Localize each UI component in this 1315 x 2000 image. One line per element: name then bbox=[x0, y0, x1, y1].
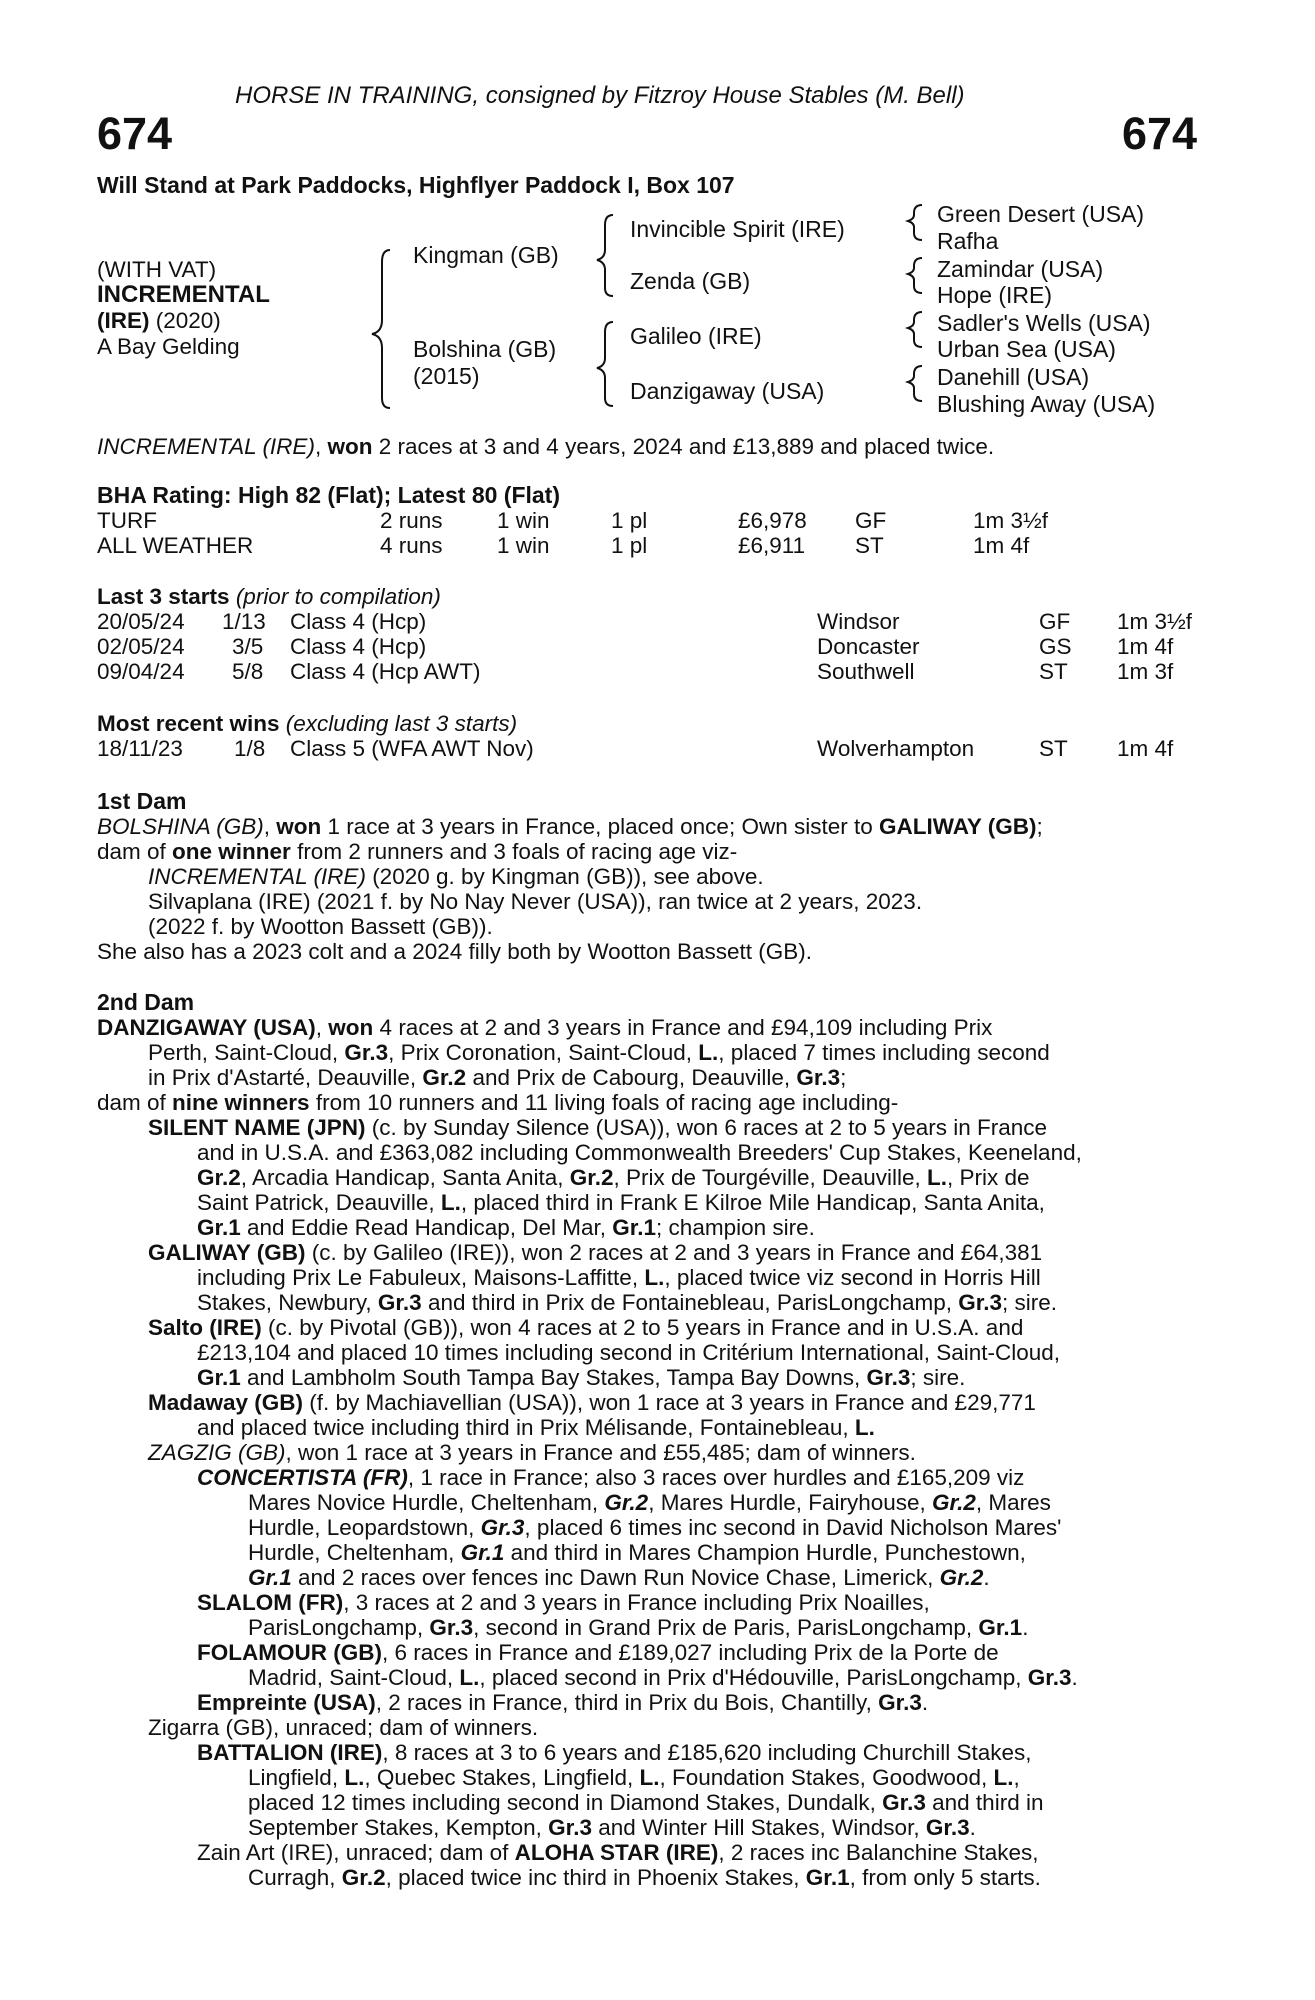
horse-origin: (IRE) bbox=[97, 308, 150, 333]
winners-count: nine winners bbox=[172, 1090, 310, 1115]
t: ; bbox=[840, 1065, 847, 1090]
t: , Prix de Tourgéville, Deauville, bbox=[613, 1165, 928, 1190]
galiway-3 bbox=[197, 1290, 1057, 1315]
grade: L. bbox=[344, 1765, 365, 1790]
recent-title: Most recent wins bbox=[97, 711, 280, 736]
t: Perth, Saint-Cloud, bbox=[148, 1040, 345, 1065]
salto-3 bbox=[197, 1365, 965, 1390]
grade: L. bbox=[854, 1415, 875, 1440]
lot-number-right: 674 bbox=[1122, 108, 1198, 159]
last3-going: ST bbox=[1039, 659, 1068, 684]
folamour-name: FOLAMOUR (GB) bbox=[197, 1640, 382, 1665]
t: . bbox=[1071, 1665, 1078, 1690]
dam1-winners: one winner bbox=[172, 839, 291, 864]
recent-course: Wolverhampton bbox=[817, 736, 975, 761]
rating-dist: 1m 3½f bbox=[973, 508, 1049, 533]
dam1-t5: from 2 runners and 3 foals of racing age viz- bbox=[290, 839, 738, 864]
concertista-2 bbox=[248, 1490, 1051, 1515]
t: (c. by Galileo (IRE)), won 2 races at 2 and 3 years in France and £64,381 bbox=[305, 1240, 1043, 1265]
t: Lingfield, bbox=[248, 1765, 345, 1790]
t: , Mares bbox=[975, 1490, 1051, 1515]
t: and Prix de Cabourg, Deauville, bbox=[466, 1065, 797, 1090]
empreinte-1 bbox=[197, 1690, 928, 1715]
t: Hurdle, Cheltenham, bbox=[248, 1540, 461, 1565]
pedigree-sire-sire: Invincible Spirit (IRE) bbox=[630, 216, 845, 242]
slalom-name: SLALOM (FR) bbox=[197, 1590, 344, 1615]
last3-pos: 1/13 bbox=[222, 609, 266, 634]
silent-name-1 bbox=[148, 1115, 1047, 1140]
pedigree-sire-dam: Zenda (GB) bbox=[630, 268, 751, 294]
recent-note: (excluding last 3 starts) bbox=[279, 711, 518, 736]
rating-dist: 1m 4f bbox=[973, 533, 1030, 558]
t: , 1 race in France; also 3 races over hurdles and £165,209 viz bbox=[407, 1465, 1025, 1490]
grade: Gr.3 bbox=[878, 1690, 922, 1715]
dam2-a4 bbox=[97, 1090, 898, 1115]
dam1-line2 bbox=[97, 839, 737, 864]
grade: Gr.3 bbox=[1027, 1665, 1072, 1690]
battalion-2 bbox=[248, 1765, 1020, 1790]
grade: L. bbox=[698, 1040, 719, 1065]
folamour-2 bbox=[248, 1665, 1078, 1690]
pedigree-g6: Urban Sea (USA) bbox=[937, 336, 1116, 362]
grade: Gr.1 bbox=[197, 1365, 241, 1390]
battalion-3 bbox=[248, 1790, 1043, 1815]
rating-pl: 1 pl bbox=[611, 508, 648, 533]
dam1-t2: 1 race at 3 years in France, placed once; Own sister to bbox=[321, 814, 879, 839]
t: , Arcadia Handicap, Santa Anita, bbox=[240, 1165, 570, 1190]
pedigree-g1: Green Desert (USA) bbox=[937, 201, 1145, 227]
grade: Gr.1 bbox=[197, 1215, 241, 1240]
dam2-a1 bbox=[97, 1015, 992, 1040]
dam2-a1b: , bbox=[315, 1015, 329, 1040]
t: Hurdle, Leopardstown, bbox=[248, 1515, 481, 1540]
salto-1 bbox=[148, 1315, 1023, 1340]
horse-name: INCREMENTAL bbox=[97, 281, 270, 308]
battalion-1 bbox=[197, 1740, 1032, 1765]
rating-pl: 1 pl bbox=[611, 533, 648, 558]
dam2-won: won bbox=[328, 1015, 374, 1040]
concertista-4 bbox=[248, 1540, 1026, 1565]
grade: Gr.3 bbox=[925, 1815, 970, 1840]
empreinte-name: Empreinte (USA) bbox=[197, 1690, 376, 1715]
recent-cls: Class 5 (WFA AWT Nov) bbox=[290, 736, 534, 761]
pedigree-g3: Zamindar (USA) bbox=[937, 256, 1104, 282]
t: in Prix d'Astarté, Deauville, bbox=[148, 1065, 423, 1090]
pedigree-dam-sire: Galileo (IRE) bbox=[630, 323, 762, 349]
dam2-a2 bbox=[148, 1040, 1050, 1065]
t: ParisLongchamp, bbox=[248, 1615, 430, 1640]
t: placed 12 times including second in Diamond Stakes, Dundalk, bbox=[248, 1790, 883, 1815]
grade: L. bbox=[639, 1765, 660, 1790]
grade: Gr.3 bbox=[548, 1815, 592, 1840]
madaway-name: Madaway (GB) bbox=[148, 1390, 304, 1415]
t: (c. by Pivotal (GB)), won 4 races at 2 to 5 years in France and in U.S.A. and bbox=[261, 1315, 1024, 1340]
grade: Gr.3 bbox=[480, 1515, 525, 1540]
t: , 6 races in France and £189,027 including Prix de la Porte de bbox=[381, 1640, 999, 1665]
t: ; champion sire. bbox=[656, 1215, 815, 1240]
last3-dist: 1m 3f bbox=[1117, 659, 1174, 684]
pedigree-sire: Kingman (GB) bbox=[413, 242, 559, 268]
rating-prize: £6,978 bbox=[738, 508, 807, 533]
t: dam of bbox=[97, 1090, 173, 1115]
slalom-2 bbox=[248, 1615, 1028, 1640]
battalion-4 bbox=[248, 1815, 976, 1840]
silent-name-4 bbox=[197, 1190, 1045, 1215]
dam1-foal1-name: INCREMENTAL (IRE) bbox=[148, 864, 366, 889]
dam1-won: won bbox=[276, 814, 322, 839]
galiway-1 bbox=[148, 1240, 1042, 1265]
vat-note: (WITH VAT) bbox=[97, 257, 217, 282]
slalom-1 bbox=[197, 1590, 930, 1615]
dam1-line5: (2022 f. by Wootton Bassett (GB)). bbox=[148, 914, 493, 939]
t: . bbox=[921, 1690, 929, 1715]
silent-name-3 bbox=[197, 1165, 1030, 1190]
recent-going: ST bbox=[1039, 736, 1068, 761]
dam1-line1 bbox=[97, 814, 1043, 839]
last3-going: GF bbox=[1039, 609, 1071, 634]
last3-pos: 3/5 bbox=[232, 634, 264, 659]
last3-date: 20/05/24 bbox=[97, 609, 185, 634]
galiway-name: GALIWAY (GB) bbox=[148, 1240, 306, 1265]
aloha-star-name: ALOHA STAR (IRE) bbox=[514, 1840, 719, 1865]
pedigree-g2: Rafha bbox=[937, 228, 999, 254]
t: , Prix de bbox=[947, 1165, 1030, 1190]
t: , placed third in Frank E Kilroe Mile Handicap, Santa Anita, bbox=[460, 1190, 1045, 1215]
grade: Gr.1 bbox=[248, 1565, 292, 1590]
last3-dist: 1m 4f bbox=[1117, 634, 1174, 659]
t: and third in Prix de Fontainebleau, ParisLongchamp, bbox=[421, 1290, 959, 1315]
t: (c. by Sunday Silence (USA)), won 6 races at 2 to 5 years in France bbox=[365, 1115, 1048, 1140]
last3-note: (prior to compilation) bbox=[229, 584, 441, 609]
grade: Gr.3 bbox=[866, 1365, 911, 1390]
zainart-1 bbox=[197, 1840, 1039, 1865]
rating-wins: 1 win bbox=[497, 533, 550, 558]
pedigree-g4: Hope (IRE) bbox=[937, 282, 1053, 308]
rating-wins: 1 win bbox=[497, 508, 550, 533]
lot-number-left: 674 bbox=[97, 108, 173, 159]
dam1-line4: Silvaplana (IRE) (2021 f. by No Nay Never (USA)), ran twice at 2 years, 2023. bbox=[148, 889, 923, 914]
t: including Prix Le Fabuleux, Maisons-Laffitte, bbox=[197, 1265, 645, 1290]
recent-dist: 1m 4f bbox=[1117, 736, 1174, 761]
grade: Gr.2 bbox=[932, 1490, 976, 1515]
concertista-3 bbox=[248, 1515, 1061, 1540]
t: and third in Mares Champion Hurdle, Punchestown, bbox=[504, 1540, 1026, 1565]
t: Zain Art (IRE), unraced; dam of bbox=[197, 1840, 515, 1865]
grade: Gr.2 bbox=[569, 1165, 614, 1190]
madaway-2 bbox=[197, 1415, 875, 1440]
last3-course: Doncaster bbox=[817, 634, 920, 659]
grade: Gr.3 bbox=[882, 1790, 926, 1815]
t: , from only 5 starts. bbox=[849, 1865, 1041, 1890]
summary-comma: , bbox=[314, 434, 328, 459]
pedigree-dam: Bolshina (GB) bbox=[413, 336, 557, 362]
pedigree-g7: Danehill (USA) bbox=[937, 364, 1090, 390]
recent-pos: 1/8 bbox=[234, 736, 266, 761]
silent-name-5 bbox=[197, 1215, 815, 1240]
grade: Gr.2 bbox=[422, 1065, 467, 1090]
zagzig-name: ZAGZIG (GB) bbox=[148, 1440, 286, 1465]
t: , placed twice viz second in Horris Hill bbox=[664, 1265, 1041, 1290]
grade: L. bbox=[440, 1190, 461, 1215]
dam2-heading: 2nd Dam bbox=[97, 989, 195, 1015]
last3-pos: 5/8 bbox=[232, 659, 264, 684]
pedigree-g5: Sadler's Wells (USA) bbox=[937, 310, 1151, 336]
t: . bbox=[983, 1565, 990, 1590]
grade: Gr.2 bbox=[939, 1565, 984, 1590]
t: , placed twice inc third in Phoenix Stakes, bbox=[385, 1865, 806, 1890]
t: , placed second in Prix d'Hédouville, ParisLongchamp, bbox=[479, 1665, 1028, 1690]
last3-heading bbox=[97, 584, 441, 609]
t: and third in bbox=[925, 1790, 1044, 1815]
dam2-name: DANZIGAWAY (USA) bbox=[97, 1015, 316, 1040]
dam1-name: BOLSHINA (GB) bbox=[97, 814, 264, 839]
t: , placed 6 times inc second in David Nicholson Mares' bbox=[524, 1515, 1062, 1540]
last3-date: 02/05/24 bbox=[97, 634, 185, 659]
last3-cls: Class 4 (Hcp) bbox=[290, 634, 427, 659]
last3-date: 09/04/24 bbox=[97, 659, 185, 684]
rating-heading: BHA Rating: High 82 (Flat); Latest 80 (Flat) bbox=[97, 482, 560, 508]
grade: L. bbox=[927, 1165, 948, 1190]
t: September Stakes, Kempton, bbox=[248, 1815, 549, 1840]
t: , bbox=[1013, 1765, 1020, 1790]
grade: Gr.3 bbox=[958, 1290, 1003, 1315]
t: . bbox=[1022, 1615, 1029, 1640]
t: (f. by Machiavellian (USA)), won 1 race at 3 years in France and £29,771 bbox=[303, 1390, 1036, 1415]
t: , 8 races at 3 to 6 years and £185,620 including Churchill Stakes, bbox=[382, 1740, 1032, 1765]
t: , second in Grand Prix de Paris, ParisLongchamp, bbox=[473, 1615, 979, 1640]
t: and placed twice including third in Prix Mélisande, Fontainebleau, bbox=[197, 1415, 855, 1440]
salto-name: Salto (IRE) bbox=[148, 1315, 262, 1340]
concertista-name: CONCERTISTA (FR) bbox=[197, 1465, 408, 1490]
concertista-1 bbox=[197, 1465, 1024, 1490]
grade: Gr.2 bbox=[604, 1490, 649, 1515]
t: Saint Patrick, Deauville, bbox=[197, 1190, 441, 1215]
grade: L. bbox=[993, 1765, 1014, 1790]
grade: Gr.1 bbox=[612, 1215, 657, 1240]
t: Curragh, bbox=[248, 1865, 342, 1890]
t: , 2 races inc Balanchine Stakes, bbox=[718, 1840, 1039, 1865]
salto-2: £213,104 and placed 10 times including second in Critérium International, Saint-Cloud, bbox=[197, 1340, 1061, 1365]
horse-description: A Bay Gelding bbox=[97, 334, 240, 359]
grade: L. bbox=[459, 1665, 480, 1690]
galiway-2 bbox=[197, 1265, 1041, 1290]
dam1-foal1-rest: (2020 g. by Kingman (GB)), see above. bbox=[365, 864, 764, 889]
dam1-heading: 1st Dam bbox=[97, 788, 187, 814]
dam1-t4: dam of bbox=[97, 839, 173, 864]
t: Mares Novice Hurdle, Cheltenham, bbox=[248, 1490, 605, 1515]
dam1-line6: She also has a 2023 colt and a 2024 filly both by Wootton Bassett (GB). bbox=[97, 939, 813, 964]
rating-runs: 4 runs bbox=[380, 533, 443, 558]
recent-heading bbox=[97, 711, 517, 736]
concertista-5 bbox=[248, 1565, 990, 1590]
t: ; sire. bbox=[1002, 1290, 1058, 1315]
grade: Gr.3 bbox=[344, 1040, 389, 1065]
dam2-a1d: 4 races at 2 and 3 years in France and £94,109 including Prix bbox=[373, 1015, 993, 1040]
grade: Gr.1 bbox=[460, 1540, 505, 1565]
silent-name: SILENT NAME (JPN) bbox=[148, 1115, 366, 1140]
pedigree-g8: Blushing Away (USA) bbox=[937, 391, 1156, 417]
dam1-line3 bbox=[148, 864, 764, 889]
rating-surface: TURF bbox=[97, 508, 157, 533]
rating-going: ST bbox=[855, 533, 884, 558]
last3-course: Southwell bbox=[817, 659, 915, 684]
zagzig-1 bbox=[148, 1440, 916, 1465]
last3-going: GS bbox=[1039, 634, 1072, 659]
t: and Winter Hill Stakes, Windsor, bbox=[591, 1815, 926, 1840]
madaway-1 bbox=[148, 1390, 1036, 1415]
t: , Foundation Stakes, Goodwood, bbox=[659, 1765, 994, 1790]
rating-runs: 2 runs bbox=[380, 508, 443, 533]
grade: Gr.2 bbox=[197, 1165, 241, 1190]
t: , Quebec Stakes, Lingfield, bbox=[364, 1765, 640, 1790]
silent-name-2: and in U.S.A. and £363,082 including Commonwealth Breeders' Cup Stakes, Keeneland, bbox=[197, 1140, 1082, 1165]
t: Stakes, Newbury, bbox=[197, 1290, 378, 1315]
last3-title: Last 3 starts bbox=[97, 584, 230, 609]
grade: Gr.3 bbox=[796, 1065, 841, 1090]
t: , 2 races in France, third in Prix du Bois, Chantilly, bbox=[375, 1690, 879, 1715]
folamour-1 bbox=[197, 1640, 999, 1665]
rating-going: GF bbox=[855, 508, 887, 533]
dam1-sister: GALIWAY (GB) bbox=[878, 814, 1037, 839]
dam1-t3: ; bbox=[1036, 814, 1043, 839]
grade: L. bbox=[644, 1265, 665, 1290]
grade: Gr.3 bbox=[429, 1615, 474, 1640]
summary-rest: 2 races at 3 and 4 years, 2024 and £13,889 and placed twice. bbox=[372, 434, 995, 459]
t: , placed 7 times including second bbox=[718, 1040, 1050, 1065]
rating-surface: ALL WEATHER bbox=[97, 533, 254, 558]
last3-course: Windsor bbox=[817, 609, 900, 634]
pedigree-dam-dam: Danzigaway (USA) bbox=[630, 378, 825, 404]
last3-dist: 1m 3½f bbox=[1117, 609, 1193, 634]
t: , Mares Hurdle, Fairyhouse, bbox=[648, 1490, 933, 1515]
recent-date: 18/11/23 bbox=[97, 736, 183, 761]
t: , Prix Coronation, Saint-Cloud, bbox=[388, 1040, 699, 1065]
zigarra-1: Zigarra (GB), unraced; dam of winners. bbox=[148, 1715, 539, 1740]
zainart-2 bbox=[248, 1865, 1041, 1890]
t: and Lambholm South Tampa Bay Stakes, Tampa Bay Downs, bbox=[240, 1365, 867, 1390]
t: from 10 runners and 11 living foals of racing age including- bbox=[309, 1090, 899, 1115]
summary-name: INCREMENTAL (IRE) bbox=[97, 434, 315, 459]
dam2-a3 bbox=[148, 1065, 846, 1090]
race-summary bbox=[97, 434, 994, 459]
stand-location: Will Stand at Park Paddocks, Highflyer Paddock I, Box 107 bbox=[97, 172, 735, 198]
t: Madrid, Saint-Cloud, bbox=[248, 1665, 460, 1690]
t: , won 1 race at 3 years in France and £55,485; dam of winners. bbox=[285, 1440, 916, 1465]
grade: Gr.3 bbox=[377, 1290, 422, 1315]
rating-prize: £6,911 bbox=[738, 533, 806, 558]
dam1-t1: , bbox=[263, 814, 277, 839]
consignment-line: HORSE IN TRAINING, consigned by Fitzroy House Stables (M. Bell) bbox=[235, 82, 965, 109]
battalion-name: BATTALION (IRE) bbox=[197, 1740, 383, 1765]
grade: Gr.1 bbox=[805, 1865, 850, 1890]
horse-year: (2020) bbox=[149, 308, 221, 333]
t: ; sire. bbox=[910, 1365, 966, 1390]
t: and 2 races over fences inc Dawn Run Novice Chase, Limerick, bbox=[291, 1565, 940, 1590]
t: , 3 races at 2 and 3 years in France including Prix Noailles, bbox=[343, 1590, 930, 1615]
summary-won: won bbox=[327, 434, 373, 459]
pedigree-dam-year: (2015) bbox=[413, 363, 480, 389]
t: and Eddie Read Handicap, Del Mar, bbox=[240, 1215, 613, 1240]
last3-cls: Class 4 (Hcp AWT) bbox=[290, 659, 481, 684]
last3-cls: Class 4 (Hcp) bbox=[290, 609, 427, 634]
grade: Gr.2 bbox=[341, 1865, 386, 1890]
t: . bbox=[969, 1815, 976, 1840]
grade: Gr.1 bbox=[978, 1615, 1023, 1640]
